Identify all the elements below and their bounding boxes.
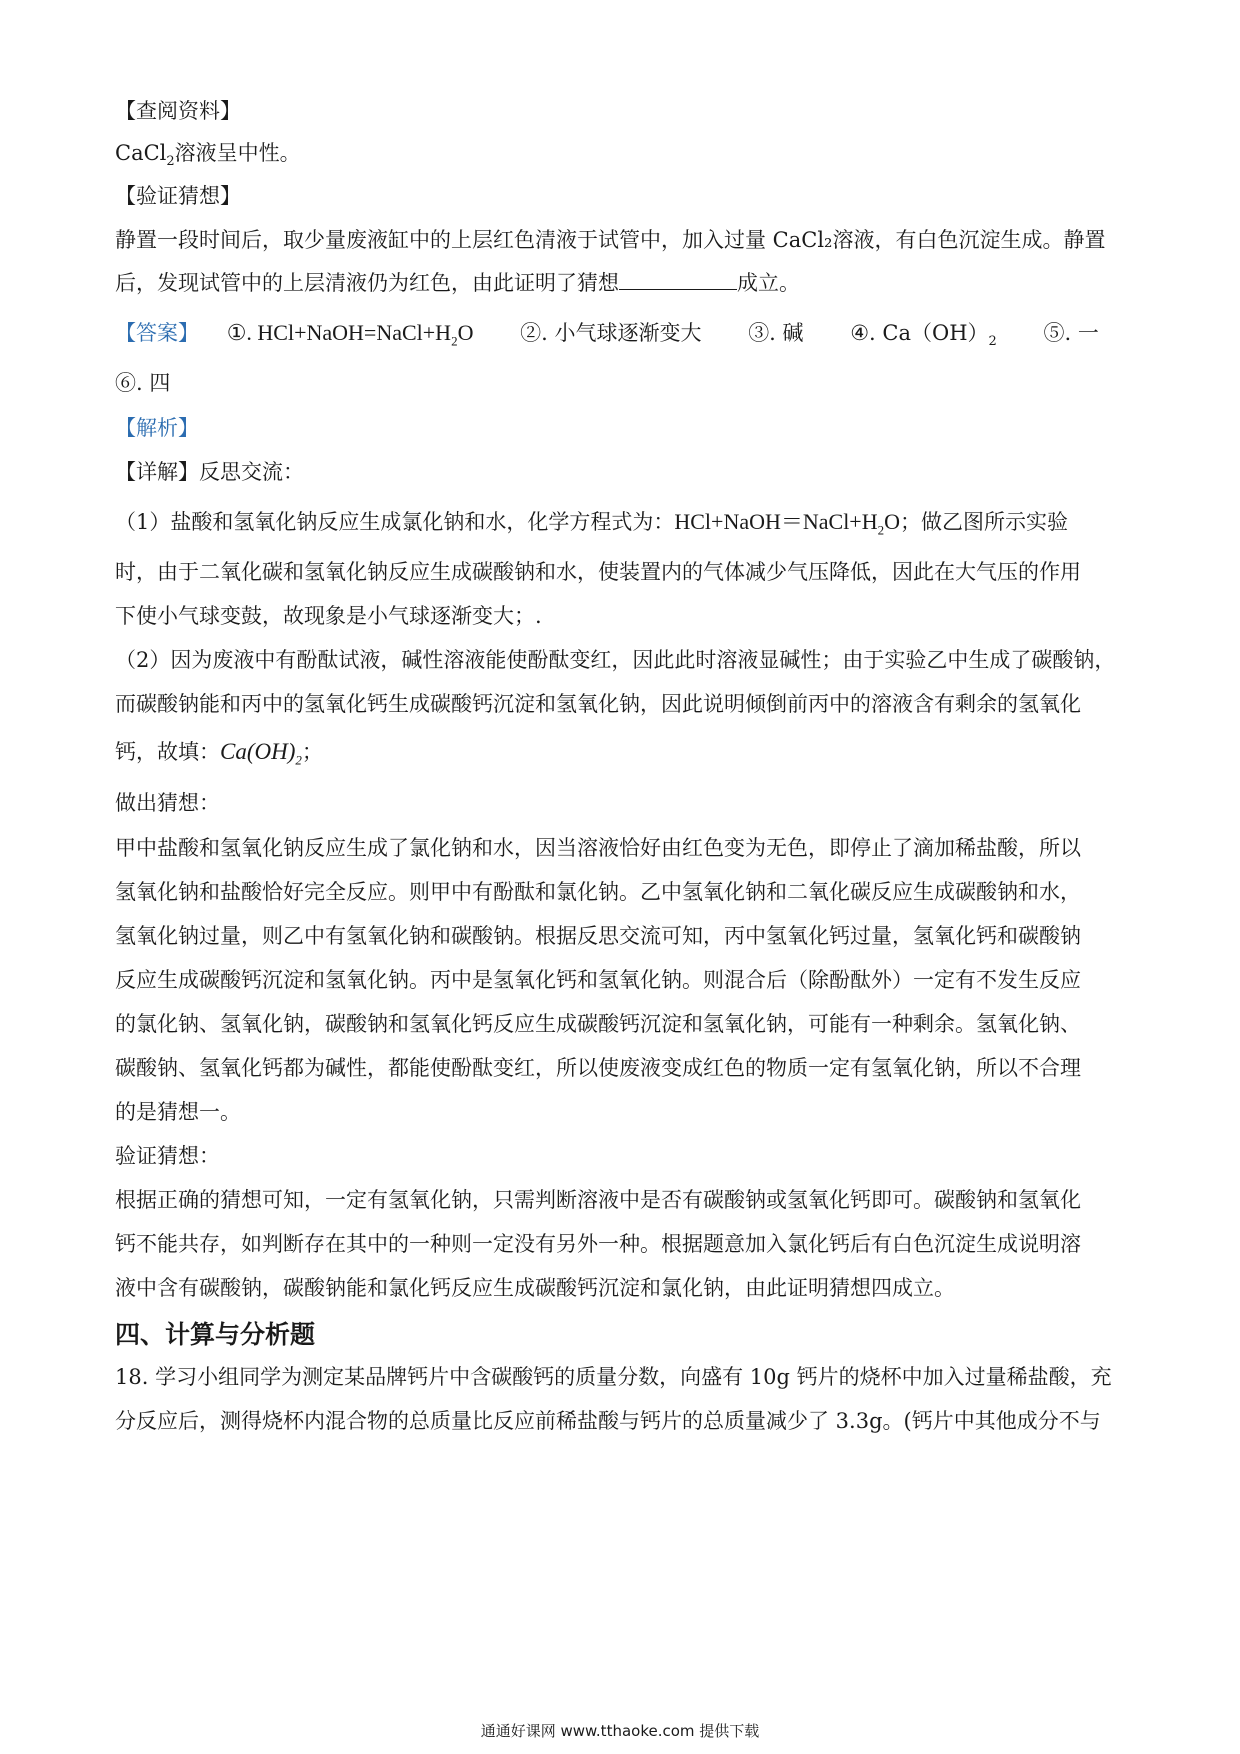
guess-line: 的是猜想一。 xyxy=(115,1100,241,1124)
guess-line: 反应生成碳酸钙沉淀和氢氧化钠。丙中是氢氧化钙和氢氧化钠。则混合后（除酚酞外）一定有不发生反应 xyxy=(115,968,1081,992)
verify-heading: 【验证猜想】 xyxy=(115,184,241,208)
verify2-line: 钙不能共存，如判断存在其中的一种则一定没有另外一种。根据题意加入氯化钙后有白色沉淀生成说明溶 xyxy=(115,1232,1081,1256)
answer-4: ④. $Ca(OH)_2$ xyxy=(850,321,997,350)
reference-heading: 【查阅资料】 xyxy=(115,99,241,123)
analysis-label: 【解析】 xyxy=(115,416,199,440)
answer-row xyxy=(115,318,1130,357)
verify2-line: 根据正确的猜想可知，一定有氢氧化钠，只需判断溶液中是否有碳酸钠或氢氧化钙即可。碳酸钠和氢氧化 xyxy=(115,1188,1081,1212)
verify-line-2: 后，发现试管中的上层清液仍为红色，由此证明了猜想 成立。 xyxy=(115,271,800,295)
guess-line: 氢氧化钠过量，则乙中有氢氧化钠和碳酸钠。根据反思交流可知，丙中氢氧化钙过量，氢氧化钙和碳酸钠 xyxy=(115,924,1081,948)
verify-line-1: 静置一段时间后，取少量废液缸中的上层红色清液于试管中，加入过量 CaCl₂溶液，有白色沉淀生成。静置 xyxy=(115,228,1106,252)
p1-equation: $HCl+NaOH=NaCl+H_2O$ xyxy=(674,509,900,538)
reference-text: CaCl$_2$溶液呈中性。 xyxy=(115,141,301,170)
answer-1: ①. $HCl+NaOH=NaCl+H_2O$ xyxy=(226,320,474,349)
answer-label: 【答案】 xyxy=(115,321,199,345)
p2-line-2: 而碳酸钠能和丙中的氢氧化钙生成碳酸钙沉淀和氢氧化钠，因此说明倾倒前丙中的溶液含有剩余的氢氧化 xyxy=(115,692,1081,716)
guess-line: 甲中盐酸和氢氧化钠反应生成了氯化钠和水，因当溶液恰好由红色变为无色，即停止了滴加稀盐酸，所以 xyxy=(115,836,1081,860)
guess-line: 碳酸钠、氢氧化钙都为碱性，都能使酚酞变红，所以使废液变成红色的物质一定有氢氧化钠，所以不合理 xyxy=(115,1056,1081,1080)
answer-5: ⑤. 一 xyxy=(1043,321,1099,345)
answer-6: ⑥. 四 xyxy=(115,371,171,395)
q18-line: 18. 学习小组同学为测定某品牌钙片中含碳酸钙的质量分数，向盛有 10g 钙片的烧杯中加入过量稀盐酸，充 xyxy=(115,1365,1112,1389)
q18-line: 分反应后，测得烧杯内混合物的总质量比反应前稀盐酸与钙片的总质量减少了 3.3g。(钙片中其他成分不与 xyxy=(115,1409,1101,1433)
detail-heading: 【详解】反思交流： xyxy=(115,460,304,484)
p1-line-2: 时，由于二氧化碳和氢氧化钠反应生成碳酸钠和水，使装置内的气体减少气压降低，因此在大气压的作用 xyxy=(115,560,1081,584)
verify2-heading: 验证猜想： xyxy=(115,1144,220,1168)
p1-line-1: （1）盐酸和氢氧化钠反应生成氯化钠和水，化学方程式为：$HCl+NaOH=NaCl+H_2O$；做乙图所示实验 xyxy=(115,509,1068,538)
answer-2: ②. 小气球逐渐变大 xyxy=(520,321,702,345)
guess-line: 氢氧化钠和盐酸恰好完全反应。则甲中有酚酞和氯化钠。乙中氢氧化钠和二氧化碳反应生成碳酸钠和水， xyxy=(115,880,1081,904)
guess-heading: 做出猜想： xyxy=(115,791,220,815)
verify2-line: 液中含有碳酸钠，碳酸钠能和氯化钙反应生成碳酸钙沉淀和氯化钠，由此证明猜想四成立。 xyxy=(115,1276,955,1300)
p2-line-1: （2）因为废液中有酚酞试液，碱性溶液能使酚酞变红，因此此时溶液显碱性；由于实验乙中生成了碳酸钠， xyxy=(115,648,1116,672)
answer-3: ③. 碱 xyxy=(748,321,804,345)
guess-line: 的氯化钠、氢氧化钠，碳酸钠和氢氧化钙反应生成碳酸钙沉淀和氢氧化钠，可能有一种剩余。氢氧化钠、 xyxy=(115,1012,1081,1036)
footer-credit: 通通好课网 www.tthaoke.com 提供下载 xyxy=(480,1722,760,1740)
p2-line-3: 钙，故填：$Ca(OH)_2$； xyxy=(115,739,323,768)
section-heading: 四、计算与分析题 xyxy=(115,1320,316,1349)
p2-formula: $Ca(OH)_2$ xyxy=(220,739,302,768)
p1-line-3: 下使小气球变鼓，故现象是小气球逐渐变大；. xyxy=(115,604,542,628)
answer-blank xyxy=(619,269,737,290)
